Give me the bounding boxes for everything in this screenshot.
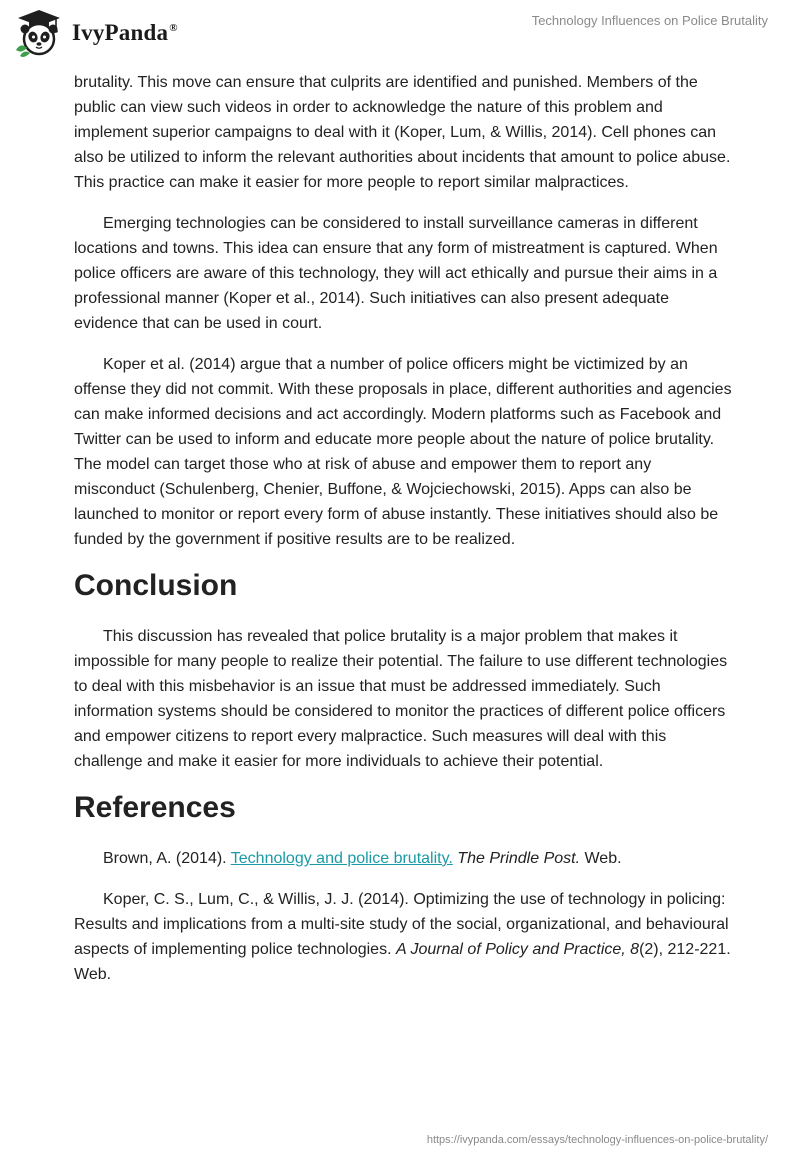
document-title: Technology Influences on Police Brutality [531,13,768,28]
essay-body [74,70,734,1003]
reference-brown-tail: Web. [580,850,622,867]
paragraph-3: Koper et al. (2014) argue that a number of police officers might be victimized by an offense they did not commit. With these proposals in place, different authorities and agencies can make informed decisions and act accordingly. Modern platforms such as Facebook and Twitter can be used to inform and educate more people about the nature of police brutality. The model can target those who at risk of abuse and empower them to report any misconduct (Schulenberg, Chenier, Buffone, & Wojciechowski, 2015). Apps can also be launched to monitor or report every form of abuse instantly. These initiatives should also be funded by the government if positive results are to be realized. [74,356,732,548]
reference-brown-authors: Brown, A. (2014). [103,850,231,867]
page-header [0,0,800,70]
panda-graduate-icon [14,8,64,58]
references-heading: References [74,791,236,824]
reference-brown-link[interactable]: Technology and police brutality. [230,850,453,867]
reference-koper-text: Koper, C. S., Lum, C., & Willis, J. J. (2014). Optimizing the use of technology in policing: Results and implications from a multi-site study of the social, organizational, and behavioural aspects of implementing police technologies. [74,891,729,958]
reference-brown [74,846,734,871]
reference-brown-source: The Prindle Post. [457,850,581,867]
ivypanda-logo[interactable] [14,8,178,58]
reference-koper-journal: A Journal of Policy and Practice, 8 [395,941,640,958]
footer-url: https://ivypanda.com/essays/technology-influences-on-police-brutality/ [426,1134,768,1146]
brand-name: IvyPanda® [72,20,178,45]
conclusion-heading: Conclusion [74,569,238,602]
paragraph-1: brutality. This move can ensure that culprits are identified and punished. Members of the public can view such videos in order to acknowledge the nature of this problem and implement superior campaigns to deal with it (Koper, Lum, & Willis, 2014). Cell phones can also be utilized to inform the relevant authorities about incidents that amount to police abuse. This practice can make it easier for more people to report similar malpractices. [74,74,731,191]
paragraph-2: Emerging technologies can be considered to install surveillance cameras in different locations and towns. This idea can ensure that any form of mistreatment is captured. When police officers are aware of this technology, they will act ethically and pursue their aims in a professional manner (Koper et al., 2014). Such initiatives can also present adequate evidence that can be used in court. [74,215,718,332]
reference-koper-tail: (2), 212-221. Web. [74,941,731,983]
conclusion-paragraph: This discussion has revealed that police brutality is a major problem that makes it impossible for many people to realize their potential. The failure to use different technologies to deal with this misbehavior is an issue that must be addressed immediately. Such information systems should be considered to monitor the practices of different police officers and empower citizens to report every malpractice. Such measures will deal with this challenge and make it easier for more individuals to achieve their potential. [74,628,728,770]
reference-koper [74,887,734,987]
